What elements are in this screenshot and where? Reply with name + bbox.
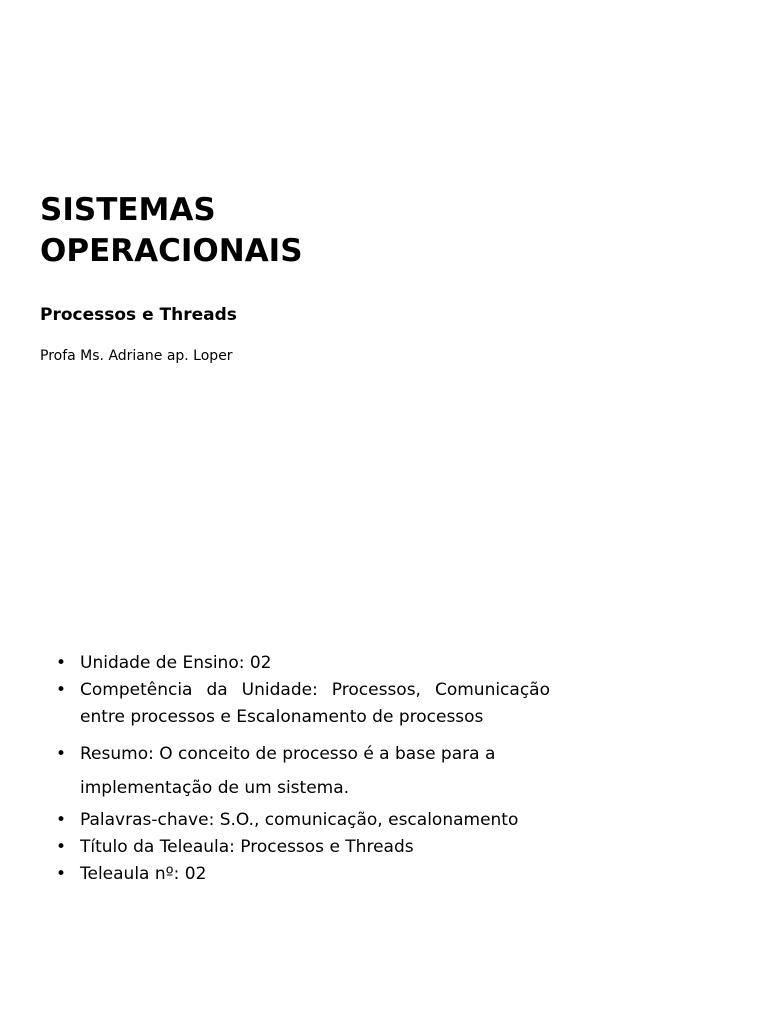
list-item (56, 861, 550, 888)
bullet-icon: • (56, 864, 67, 884)
list-item (56, 834, 550, 861)
list-item (56, 807, 550, 834)
document-subtitle: Processos e Threads (40, 305, 237, 325)
info-resumo: Resumo: O conceito de processo é a base para a implementação de um sistema. (80, 744, 496, 798)
course-info-list (56, 650, 550, 888)
bullet-icon: • (56, 653, 67, 673)
title-line-2: OPERACIONAIS (40, 233, 303, 269)
info-titulo-teleaula: Título da Teleaula: Processos e Threads (80, 837, 414, 857)
list-item (56, 737, 550, 805)
list-item (56, 677, 550, 731)
bullet-icon: • (56, 680, 67, 700)
bullet-icon: • (56, 837, 67, 857)
list-item (56, 650, 550, 677)
document-author: Profa Ms. Adriane ap. Loper (40, 348, 233, 364)
info-palavras-chave: Palavras-chave: S.O., comunicação, escalonamento (80, 810, 519, 830)
info-teleaula-numero: Teleaula nº: 02 (80, 864, 207, 884)
info-unidade: Unidade de Ensino: 02 (80, 653, 272, 673)
bullet-icon: • (56, 744, 67, 764)
info-competencia: Competência da Unidade: Processos, Comunicação entre processos e Escalonamento de processos (80, 680, 550, 727)
bullet-icon: • (56, 810, 67, 830)
title-line-1: SISTEMAS (40, 192, 216, 228)
document-title (40, 190, 303, 272)
